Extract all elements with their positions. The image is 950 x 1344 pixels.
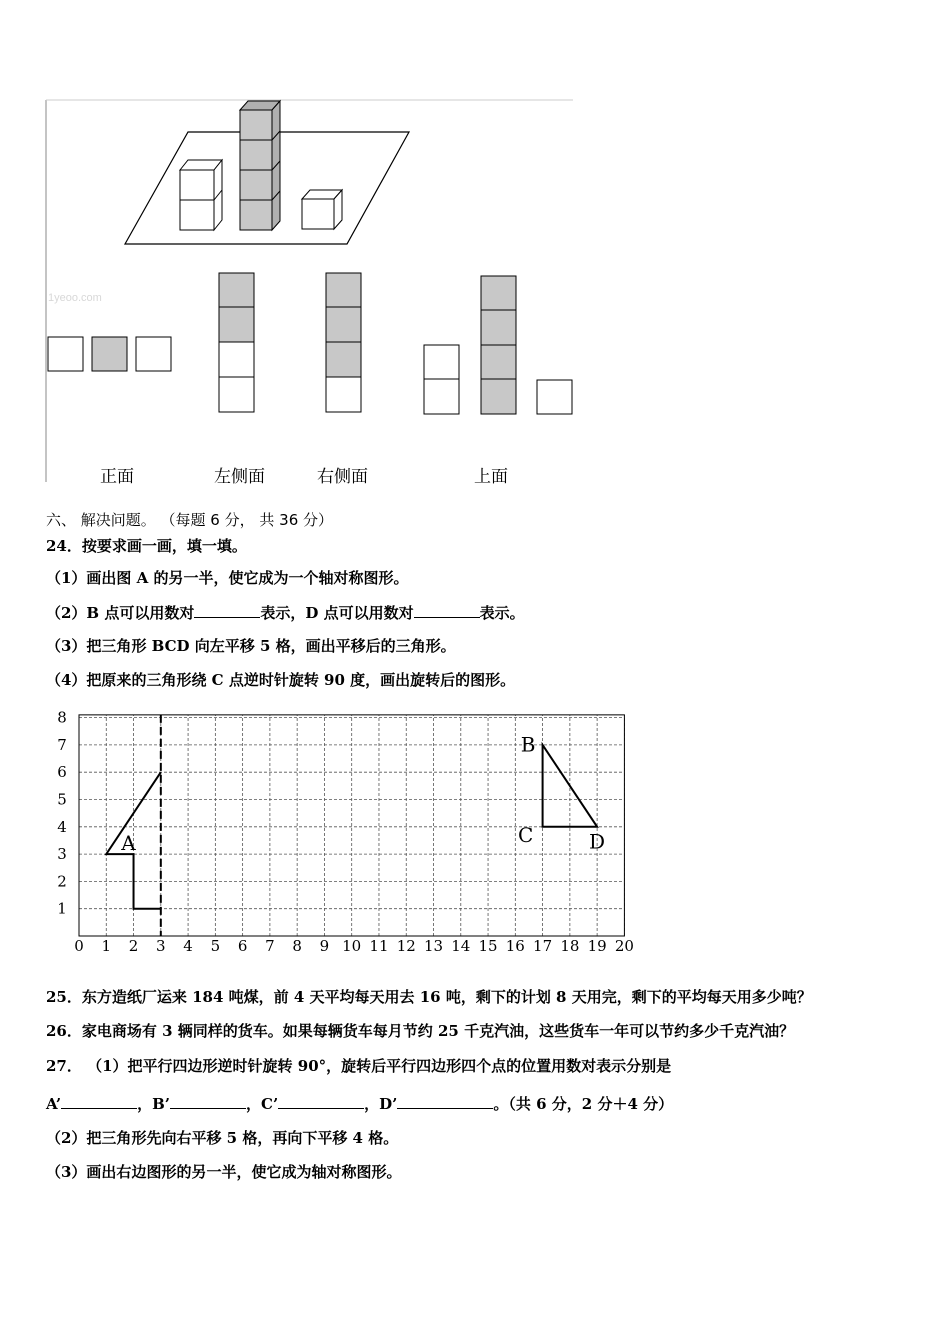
left-view	[219, 273, 254, 412]
front-view	[48, 337, 171, 371]
x-tick-label: 10	[342, 937, 362, 955]
y-tick-label: 8	[57, 708, 67, 727]
x-tick-label: 4	[183, 937, 193, 955]
section-heading: 六、 解决问题。 （每题 6 分， 共 36 分）	[46, 511, 334, 529]
q27-b-blank[interactable]	[170, 1093, 246, 1109]
x-tick-label: 6	[237, 937, 248, 955]
label-b: B	[520, 732, 536, 757]
x-tick-label: 19	[587, 937, 607, 955]
q27-c-blank[interactable]	[278, 1093, 364, 1109]
q24-part2-text-c: 表示。	[479, 604, 525, 622]
q24-part2-text-b: 表示，D 点可以用数对	[260, 604, 414, 622]
y-tick-label: 4	[57, 817, 67, 836]
x-tick-label: 7	[265, 937, 275, 955]
grid-border	[79, 715, 624, 936]
cube-stack-4	[240, 101, 280, 230]
q24-title: 24．按要求画一画，填一填。	[46, 537, 247, 555]
x-tick-label: 9	[319, 937, 330, 955]
q27-d-blank[interactable]	[397, 1093, 493, 1109]
q27-score-note: 。（共 6 分，2 分＋4 分）	[493, 1095, 674, 1113]
label-left-side: 左侧面	[214, 467, 265, 487]
q27-c-label: ，C’	[246, 1095, 279, 1113]
y-tick-label: 6	[57, 763, 67, 782]
x-tick-label: 2	[128, 937, 139, 955]
q27-a-blank[interactable]	[61, 1093, 137, 1109]
x-tick-label: 18	[560, 937, 580, 955]
q27-d-label: ，D’	[364, 1095, 398, 1113]
x-tick-label: 11	[369, 937, 389, 955]
x-tick-label: 20	[614, 937, 634, 955]
q25: 25．东方造纸厂运来 184 吨煤，前 4 天平均每天用去 16 吨，剩下的计划 8 天用完，剩下的平均每天用多少吨？	[46, 988, 812, 1006]
x-tick-label: 15	[478, 937, 498, 955]
top-view	[424, 276, 572, 414]
label-top: 上面	[474, 467, 508, 487]
x-tick-label: 17	[533, 937, 553, 955]
q27-line1: 27． （1）把平行四边形逆时针旋转 90°，旋转后平行四边形四个点的位置用数对表示分别是	[46, 1057, 672, 1075]
q27-a-label: A’	[46, 1095, 62, 1113]
x-tick-label: 14	[451, 937, 471, 955]
q24-d-blank[interactable]	[414, 602, 480, 618]
y-tick-label: 2	[57, 872, 67, 891]
q27-part3: （3）画出右边图形的另一半，使它成为轴对称图形。	[46, 1163, 402, 1181]
q24-part2-text-a: （2）B 点可以用数对	[46, 604, 195, 622]
x-tick-label: 3	[156, 937, 166, 955]
right-view	[326, 273, 361, 412]
q24-b-blank[interactable]	[194, 602, 260, 618]
cube-single	[302, 190, 342, 229]
cube-stack-2	[180, 160, 222, 230]
cube-views-figure	[0, 0, 950, 500]
x-tick-label: 16	[505, 937, 525, 955]
shape-a	[106, 772, 161, 909]
x-tick-label: 1	[101, 937, 112, 955]
label-a: A	[121, 831, 136, 856]
label-c: C	[518, 822, 534, 847]
x-tick-label: 12	[396, 937, 416, 955]
x-tick-label: 0	[74, 937, 84, 955]
q27-pairs	[46, 1093, 673, 1114]
watermark: 1yeoo.com	[48, 292, 102, 304]
label-right-side: 右侧面	[317, 467, 368, 487]
x-tick-label: 5	[210, 937, 221, 955]
y-tick-label: 5	[57, 790, 67, 809]
q24-part1: （1）画出图 A 的另一半，使它成为一个轴对称图形。	[46, 569, 409, 587]
label-d: D	[588, 829, 605, 854]
y-tick-label: 3	[57, 845, 67, 864]
q24-part4: （4）把原来的三角形绕 C 点逆时针旋转 90 度，画出旋转后的图形。	[46, 671, 516, 689]
x-tick-label: 8	[292, 937, 302, 955]
triangle-bcd	[543, 745, 598, 827]
y-tick-label: 7	[57, 735, 67, 754]
q27-part2: （2）把三角形先向右平移 5 格，再向下平移 4 格。	[46, 1129, 399, 1147]
q24-part2	[46, 602, 525, 623]
q27-b-label: ，B’	[137, 1095, 170, 1113]
q26: 26．家电商场有 3 辆同样的货车。如果每辆货车每月节约 25 千克汽油，这些货车一年可以节约多少千克汽油？	[46, 1022, 795, 1040]
label-front: 正面	[100, 467, 134, 487]
q24-part3: （3）把三角形 BCD 向左平移 5 格，画出平移后的三角形。	[46, 637, 456, 655]
y-tick-label: 1	[57, 899, 67, 918]
x-tick-label: 13	[423, 937, 444, 955]
